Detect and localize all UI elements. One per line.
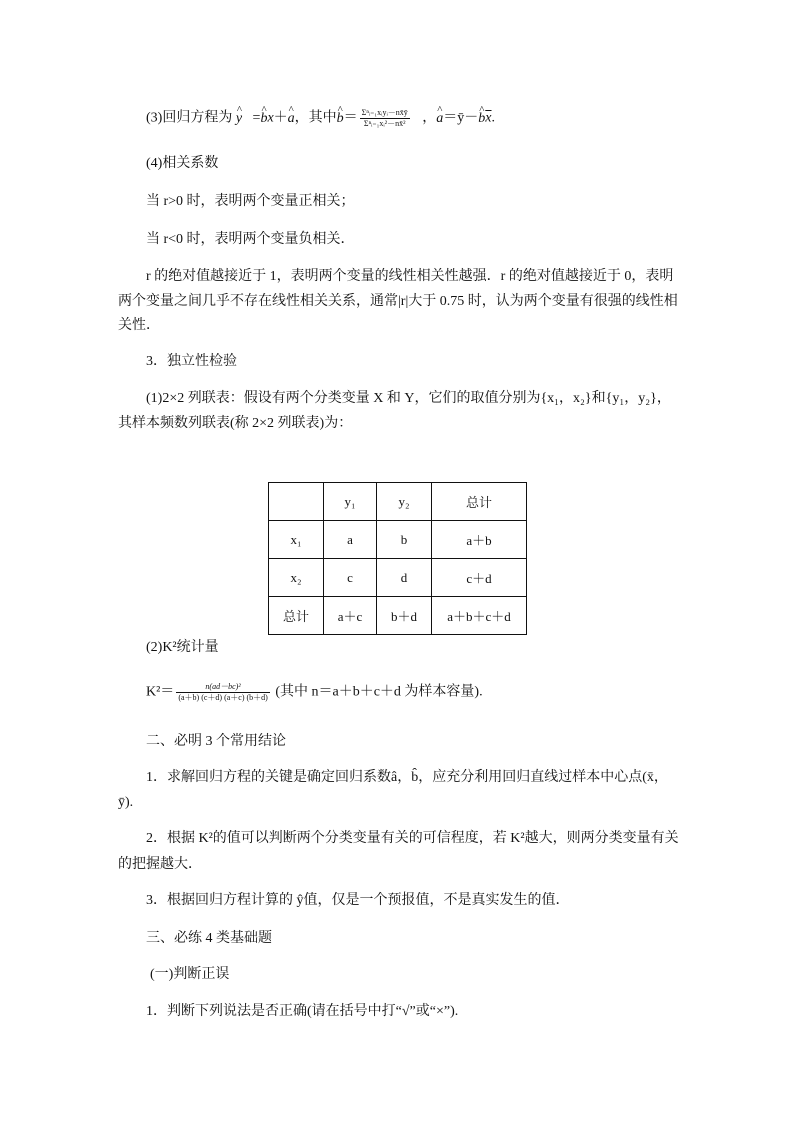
r-paragraph-line-3: 关性．	[118, 318, 160, 333]
table-cell: a＋b	[432, 521, 527, 559]
table-cell: c＋d	[432, 559, 527, 597]
table-cell: a	[324, 521, 377, 559]
where-text: ，其中	[294, 110, 337, 126]
table-header-row	[269, 483, 527, 521]
table-row	[269, 597, 527, 635]
k2-fraction-num: n(ad－bc)²	[176, 682, 270, 693]
correlation-heading: (4)相关系数	[146, 156, 219, 171]
k2-heading: (2)K²统计量	[146, 640, 219, 655]
period: .	[491, 110, 496, 126]
question-1: 1．判断下列说法是否正确(请在括号中打“√”或“×”).	[146, 1004, 459, 1019]
a-hat-2: ^ a	[436, 109, 443, 129]
conclusion-1-line-2: ȳ).	[118, 795, 134, 810]
table-cell: c	[324, 559, 377, 597]
table-row	[269, 559, 527, 597]
eq-sign: =	[252, 110, 261, 126]
table-row	[269, 521, 527, 559]
x-var: x	[267, 110, 274, 126]
table-cell: b＋d	[377, 597, 432, 635]
r-paragraph-line-2: 两个变量之间几乎不存在线性相关关系，通常|r|大于 0.75 时，认为两个变量有很强的线性相	[118, 294, 678, 309]
table-cell: a＋c	[324, 597, 377, 635]
contingency-intro-line-1: (1)2×2 列联表：假设有两个分类变量 X 和 Y，它们的取值分别为{x₁，x₂}和{y₁，y₂}，	[146, 391, 671, 406]
r-paragraph-line-1: r 的绝对值越接近于 1，表明两个变量的线性相关性越强．r 的绝对值越接近于 0，表明	[146, 269, 674, 284]
section-heading-conclusions: 二、必明 3 个常用结论	[146, 734, 286, 749]
b-fraction-num: Σⁿᵢ₌₁xᵢyᵢ－nx̄ȳ	[361, 108, 408, 117]
contingency-intro-line-2: 其样本频数列联表(称 2×2 列联表)为：	[118, 416, 353, 431]
k2-note: (其中 n＝a＋b＋c＋d 为样本容量).	[275, 684, 483, 700]
table-cell: b	[377, 521, 432, 559]
positive-correlation: 当 r>0 时，表明两个变量正相关；	[146, 194, 355, 209]
table-cell: a＋b＋c＋d	[432, 597, 527, 635]
x-bar: $\overline{x}$	[485, 110, 492, 126]
k2-fraction-den: (a＋b) (c＋d) (a＋c) (b＋d)	[178, 693, 268, 702]
table-cell: y₁	[324, 483, 377, 521]
conclusion-1-line-1: 1．求解回归方程的关键是确定回归系数â，b̂，应充分利用回归直线过样本中心点(x̄，	[146, 770, 668, 785]
subheading-true-false: (一)判断正误	[150, 967, 230, 982]
b-fraction	[360, 108, 410, 129]
conclusion-2-line-1: 2．根据 K²的值可以判断两个分类变量有关的可信程度，若 K²越大，则两分类变量有关	[146, 831, 679, 846]
b-fraction-den: Σⁿᵢ₌₁xᵢ²－nx̄²	[363, 119, 406, 128]
a-hat: ^ a	[288, 109, 295, 129]
b-hat-2: ^ b	[337, 109, 344, 129]
table-cell: 总计	[269, 597, 324, 635]
section-heading-independence: 3．独立性检验	[146, 354, 237, 369]
regression-prefix: (3)回归方程为	[146, 110, 233, 126]
contingency-table	[268, 482, 527, 635]
k2-lhs: K²＝	[146, 684, 175, 700]
conclusion-2-line-2: 的把握越大．	[118, 857, 202, 872]
a-eq: ＝ȳ－	[443, 110, 479, 126]
table-cell: d	[377, 559, 432, 597]
table-cell: y₂	[377, 483, 432, 521]
k2-formula	[146, 682, 483, 703]
table-cell: x₂	[269, 559, 324, 597]
b-hat-3: ^ b	[478, 109, 485, 129]
y-hat: ^ y	[236, 109, 242, 129]
negative-correlation: 当 r<0 时，表明两个变量负相关．	[146, 232, 355, 247]
regression-formula: (3)回归方程为 ^ y =^ bx＋^ a，其中^ b＝ $\frac{\text{Σⁿᵢ₌₁xᵢyᵢ－nx̄ȳ}}{\text{Σⁿᵢ₌₁xᵢ²－nx̄²}}$ ，^ a＝ȳ－^ $b\overline{x}$.	[146, 108, 495, 129]
b-hat: ^ b	[260, 109, 267, 129]
section-heading-exercises: 三、必练 4 类基础题	[146, 931, 272, 946]
table-cell: x₁	[269, 521, 324, 559]
comma: ，	[422, 110, 437, 126]
plus-sign: ＋	[273, 110, 288, 126]
conclusion-3: 3．根据回归方程计算的 ŷ值，仅是一个预报值，不是真实发生的值．	[146, 893, 570, 908]
k2-fraction	[176, 682, 270, 703]
table-cell: 总计	[432, 483, 527, 521]
table-cell	[269, 483, 324, 521]
